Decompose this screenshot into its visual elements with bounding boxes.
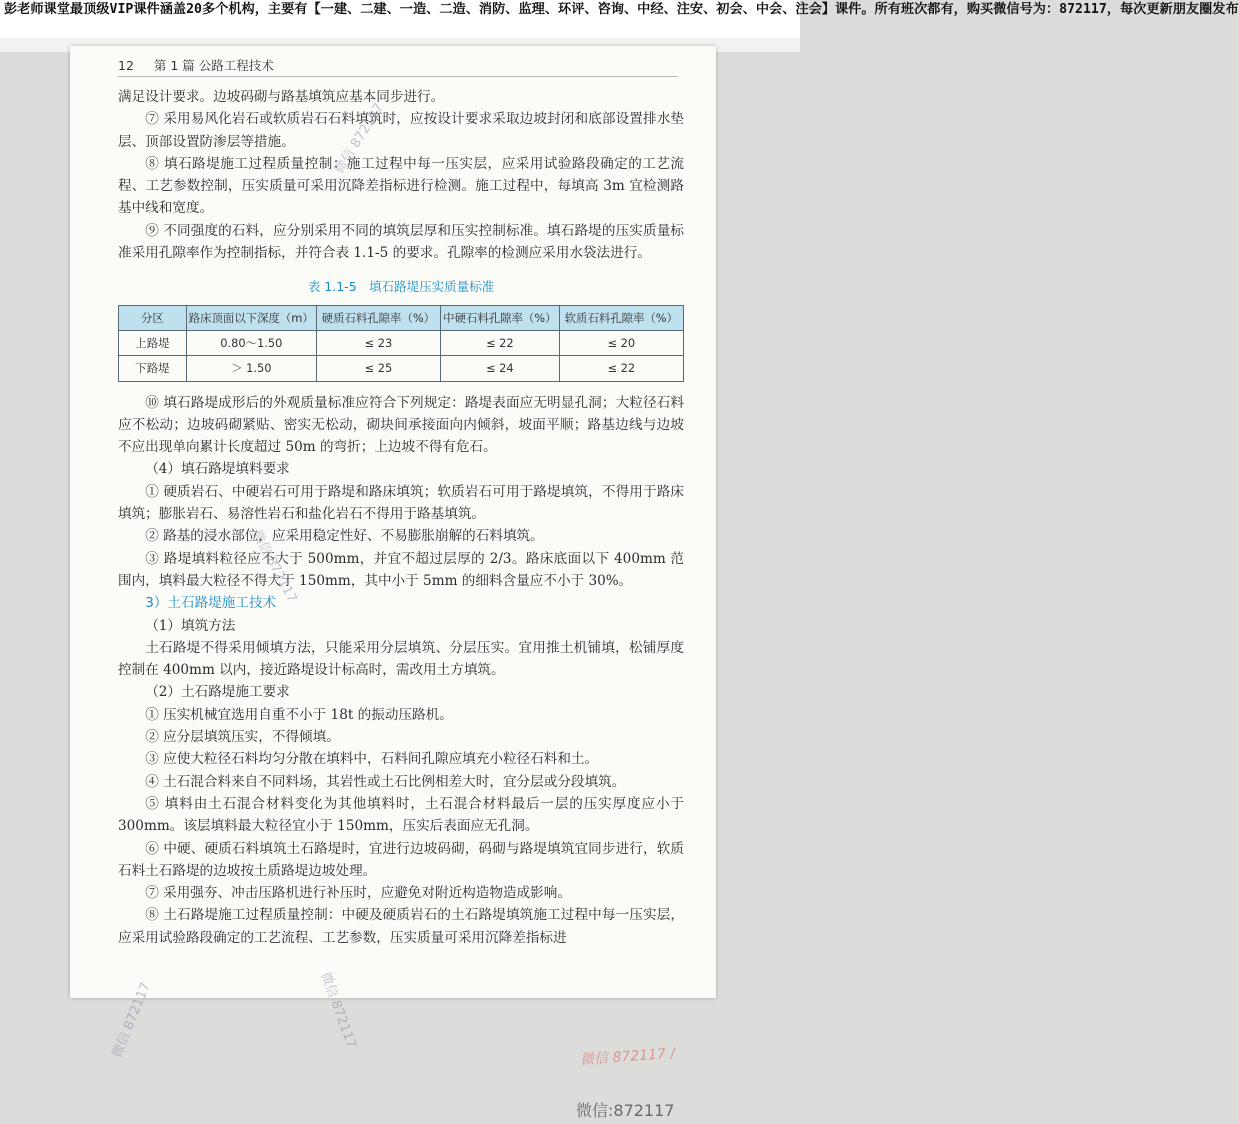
paragraph: 土石路堤不得采用倾填方法，只能采用分层填筑、分层压实。宜用推土机铺填，松铺厚度控制在 400mm 以内，接近路堤设计标高时，需改用土方填筑。 (118, 639, 684, 679)
table-cell: 上路堤 (119, 330, 187, 355)
paragraph: ② 路基的浸水部位，应采用稳定性好、不易膨胀崩解的石料填筑。 (145, 528, 544, 545)
paragraph: ⑩ 填石路堤成形后的外观质量标准应符合下列规定：路堤表面应无明显孔洞；大粒径石料应不松动；边坡码砌紧贴、密实无松动，砌块间承接面向内倾斜，坡面平顺；路基边线与边坡不应出现单向累计长度超过 50m 的弯折；上边坡不得有危石。 (118, 394, 684, 456)
subheading: （1）填筑方法 (145, 617, 236, 634)
table-cell: 0.80～1.50 (186, 330, 316, 355)
watermark: 微信 872117 (317, 970, 359, 1051)
page-content (118, 86, 684, 949)
table-cell: 下路堤 (119, 356, 187, 381)
paragraph: ③ 应使大粒径石料均匀分散在填料中，石料间孔隙应填充小粒径石料和土。 (145, 751, 599, 768)
promo-banner: 彭老师课堂最顶级VIP课件涵盖20多个机构，主要有【一建、二建、一造、二造、消防、监理、环评、咨询、中经、注安、初会、中会、注会】课件。所有班次都有，购买微信号为：872117，每次更新朋友圈发布 (0, 0, 800, 38)
chapter-title: 第 1 篇 公路工程技术 (153, 58, 274, 73)
paragraph: ① 硬质岩石、中硬岩石可用于路堤和路床填筑；软质岩石可用于路堤填筑，不得用于路床填筑；膨胀岩石、易溶性岩石和盐化岩石不得用于路基填筑。 (118, 483, 684, 523)
watermark: 微信 872117 (248, 527, 300, 606)
book-page (70, 46, 716, 998)
table-header-cell: 中硬石料孔隙率（%） (441, 305, 560, 330)
table-cell: ≤ 22 (441, 330, 560, 355)
paragraph: ⑦ 采用易风化岩石或软质岩石石料填筑时，应按设计要求采取边坡封闭和底部设置排水垫层、顶部设置防渗层等措施。 (118, 111, 684, 150)
section-heading: 3）土石路堤施工技术 (145, 595, 277, 612)
paragraph: ④ 土石混合料来自不同料场，其岩性或土石比例相差大时，宜分层或分段填筑。 (145, 773, 626, 790)
paragraph: ⑥ 中硬、硬质石料填筑土石路堤时，宜进行边坡码砌，码砌与路堤填筑宜同步进行，软质石料土石路堤的边坡按土质路堤边坡处理。 (118, 840, 684, 879)
running-head (118, 56, 678, 74)
table-cell: ≤ 24 (441, 356, 560, 381)
subheading: （4）填石路堤填料要求 (145, 461, 290, 478)
table-header-cell: 路床顶面以下深度（m） (186, 305, 316, 330)
paragraph: ③ 路堤填料粒径应不大于 500mm，并宜不超过层厚的 2/3。路床底面以下 400mm 范围内，填料最大粒径不得大于 150mm，其中小于 5mm 的细料含量应不小于 30%。 (118, 550, 684, 589)
table-header-cell: 分区 (119, 305, 187, 330)
table-cell: ＞ 1.50 (186, 356, 316, 381)
paragraph: 满足设计要求。边坡码砌与路基填筑应基本同步进行。 (118, 89, 445, 105)
watermark-bottom: 微信:872117 (576, 1101, 675, 1120)
paragraph: ⑤ 填料由土石混合材料变化为其他填料时，土石混合材料最后一层的压实厚度应小于 300mm。该层填料最大粒径宜小于 150mm，压实后表面应无孔洞。 (118, 795, 684, 835)
watermark: 微信 872117 (109, 980, 154, 1061)
table-row (119, 330, 684, 355)
compaction-standard-table (118, 305, 684, 382)
table-cell: ≤ 20 (559, 330, 683, 355)
page-number: 12 (118, 58, 134, 73)
table-cell: ≤ 25 (316, 356, 440, 381)
watermark-red: 微信 872117 / (579, 1045, 676, 1069)
subheading: （2）土石路堤施工要求 (145, 684, 290, 701)
table-cell: ≤ 22 (559, 356, 683, 381)
table-cell: ≤ 23 (316, 330, 440, 355)
paragraph: ⑧ 土石路堤施工过程质量控制：中硬及硬质岩石的土石路堤填筑施工过程中每一压实层，应采用试验路段确定的工艺流程、工艺参数，压实质量可采用沉降差指标进 (118, 907, 684, 946)
table-row (119, 356, 684, 381)
paragraph: ⑦ 采用强夯、冲击压路机进行补压时，应避免对附近构造物造成影响。 (145, 885, 571, 902)
paragraph: ⑧ 填石路堤施工过程质量控制：施工过程中每一压实层，应采用试验路段确定的工艺流程、工艺参数控制，压实质量可采用沉降差指标进行检测。施工过程中，每填高 3m 宜检测路基中线和宽度。 (118, 155, 684, 217)
watermark: 微信 872117 (332, 100, 388, 177)
table-header-cell: 软质石料孔隙率（%） (559, 305, 683, 330)
table-header-row (119, 305, 684, 330)
table-header-cell: 硬质石料孔隙率（%） (316, 305, 440, 330)
paragraph: ⑨ 不同强度的石料，应分别采用不同的填筑层厚和压实控制标准。填石路堤的压实质量标准采用孔隙率作为控制指标，并符合表 1.1-5 的要求。孔隙率的检测应采用水袋法进行。 (118, 222, 684, 262)
paragraph: ① 压实机械宜选用自重不小于 18t 的振动压路机。 (145, 706, 453, 723)
header-rule (118, 76, 678, 77)
table-caption: 表 1.1-5 填石路堤压实质量标准 (307, 279, 495, 295)
paragraph: ② 应分层填筑压实，不得倾填。 (145, 729, 340, 746)
